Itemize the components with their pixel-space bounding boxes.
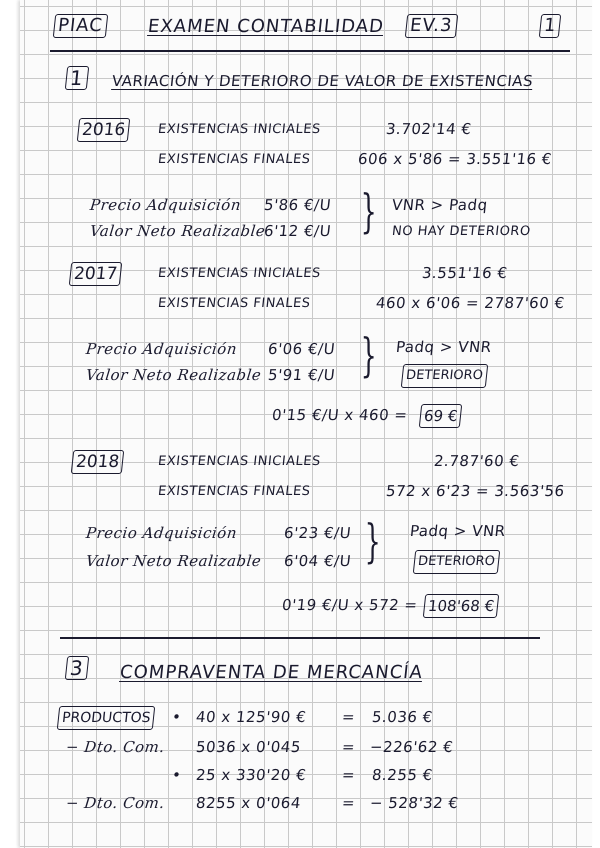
vnr-label-2018: Valor Neto Realizable xyxy=(85,552,263,570)
line3-prefix: • xyxy=(171,766,183,784)
section1-number: 1 xyxy=(65,66,89,90)
header-divider xyxy=(50,50,570,52)
line4-prefix: − Dto. Com. xyxy=(65,794,166,812)
ei-label-2017: EXISTENCIAS INICIALES xyxy=(157,266,322,281)
result-2018: DETERIORO xyxy=(413,550,500,574)
section1-title: VARIACIÓN Y DETERIORO DE VALOR DE EXISTENCIAS xyxy=(111,72,535,90)
productos-label: PRODUCTOS xyxy=(57,706,156,730)
pa-label-2018: Precio Adquisición xyxy=(85,524,238,542)
brace-2017: } xyxy=(360,328,377,382)
exam-sheet xyxy=(20,0,592,848)
section3-title: COMPRAVENTA DE MERCANCÍA xyxy=(118,662,424,683)
brace-2018: } xyxy=(364,514,381,568)
line3-eq: = xyxy=(341,766,357,784)
ei-label-2016: EXISTENCIAS INICIALES xyxy=(157,122,322,137)
line2-eq: = xyxy=(341,738,357,756)
pa-label-2016: Precio Adquisición xyxy=(89,196,242,214)
ei-value-2018: 2.787'60 € xyxy=(433,452,521,470)
brace-2016: } xyxy=(360,184,377,238)
ef-value-2017: 460 x 6'06 = 2787'60 € xyxy=(375,294,566,312)
ei-label-2018: EXISTENCIAS INICIALES xyxy=(157,454,322,469)
calc-result-2017: 69 € xyxy=(419,404,463,428)
line3-expr: 25 x 330'20 € xyxy=(195,766,308,784)
calc-result-2018: 108'68 € xyxy=(423,594,500,618)
exam-title: EXAMEN CONTABILIDAD xyxy=(146,16,386,37)
section-divider xyxy=(60,637,540,639)
pa-value-2016: 5'86 €/U xyxy=(263,196,333,214)
ef-label-2018: EXISTENCIAS FINALES xyxy=(157,484,312,499)
line4-expr: 8255 x 0'064 xyxy=(195,794,302,812)
comparison-2017: Padq > VNR xyxy=(395,338,493,356)
calc-2017: 0'15 €/U x 460 = xyxy=(271,406,409,424)
year-2018-box: 2018 xyxy=(71,450,125,474)
result-2016: NO HAY DETERIORO xyxy=(391,224,532,239)
line4-eq: = xyxy=(341,794,357,812)
line1-result: 5.036 € xyxy=(371,708,434,726)
section3-number: 3 xyxy=(65,656,89,680)
vnr-value-2018: 6'04 €/U xyxy=(283,552,353,570)
vnr-value-2017: 5'91 €/U xyxy=(267,366,337,384)
line4-result: − 528'32 € xyxy=(369,794,460,812)
pa-value-2017: 6'06 €/U xyxy=(267,340,337,358)
line3-result: 8.255 € xyxy=(371,766,434,784)
ei-value-2016: 3.702'14 € xyxy=(385,120,473,138)
result-2017: DETERIORO xyxy=(401,364,488,388)
calc-2018: 0'19 €/U x 572 = xyxy=(281,596,419,614)
ei-value-2017: 3.551'16 € xyxy=(421,264,509,282)
ef-value-2016: 606 x 5'86 = 3.551'16 € xyxy=(357,150,553,168)
line2-expr: 5036 x 0'045 xyxy=(195,738,302,756)
pa-label-2017: Precio Adquisición xyxy=(85,340,238,358)
line2-result: −226'62 € xyxy=(369,738,455,756)
comparison-2016: VNR > Padq xyxy=(391,196,489,214)
ef-label-2017: EXISTENCIAS FINALES xyxy=(157,296,312,311)
line1-eq: = xyxy=(341,708,357,726)
vnr-label-2017: Valor Neto Realizable xyxy=(85,366,263,384)
pa-value-2018: 6'23 €/U xyxy=(283,524,353,542)
vnr-value-2016: 6'12 €/U xyxy=(263,222,333,240)
year-2016-box: 2016 xyxy=(77,118,131,142)
page-number: 1 xyxy=(539,14,562,38)
year-2017-box: 2017 xyxy=(69,262,123,286)
ef-value-2018: 572 x 6'23 = 3.563'56 xyxy=(385,482,566,500)
comparison-2018: Padq > VNR xyxy=(409,522,507,540)
line2-prefix: − Dto. Com. xyxy=(65,738,166,756)
course-box: PIAC xyxy=(53,14,108,38)
ev-box: EV.3 xyxy=(405,14,458,38)
line1-expr: 40 x 125'90 € xyxy=(195,708,308,726)
ef-label-2016: EXISTENCIAS FINALES xyxy=(157,152,312,167)
line1-prefix: • xyxy=(171,708,183,726)
vnr-label-2016: Valor Neto Realizable xyxy=(89,222,267,240)
